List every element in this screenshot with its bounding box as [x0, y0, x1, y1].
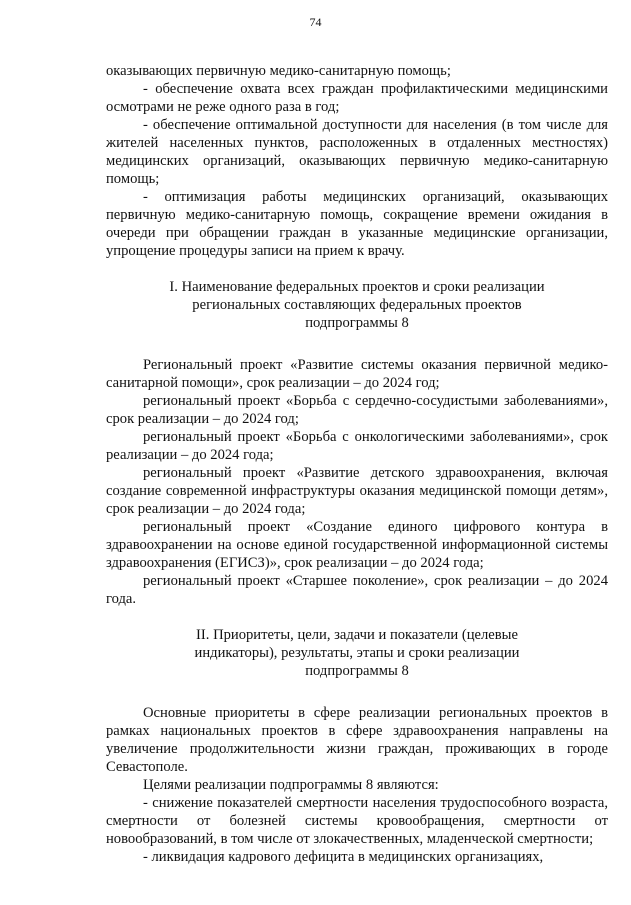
section-1-paragraph-5: региональный проект «Создание единого цифрового контура в здравоохранении на основе единой государственной информационной системы здравоохранения (ЕГИСЗ)», срок реализации – до 2024 года;: [106, 519, 608, 571]
section-2-paragraph-4: - ликвидация кадрового дефицита в медицинских организациях,: [143, 849, 544, 865]
section-2-paragraph-2: Целями реализации подпрограммы 8 являются:: [143, 777, 439, 793]
section-1-heading-line-3: подпрограммы 8: [305, 315, 409, 331]
page-number: 74: [309, 15, 322, 29]
intro-paragraph-4: - оптимизация работы медицинских организаций, оказывающих первичную медико-санитарную помощь, сокращение времени ожидания в очереди при обращении граждан в указанные медицинские организации, упрощение процедуры записи на прием к врачу.: [106, 189, 608, 259]
section-1-heading-line-2: региональных составляющих федеральных проектов: [192, 297, 522, 313]
section-1-heading-line-1: I. Наименование федеральных проектов и сроки реализации: [169, 279, 545, 295]
section-1-paragraph-1: Региональный проект «Развитие системы оказания первичной медико-санитарной помощи», срок реализации – до 2024 год;: [106, 357, 608, 391]
section-2-paragraph-3: - снижение показателей смертности населения трудоспособного возраста, смертности от болезней системы кровообращения, смертности от новообразований, в том числе от злокачественных, младенческой смертности;: [106, 795, 608, 847]
section-2-heading-line-1: II. Приоритеты, цели, задачи и показатели (целевые: [196, 627, 518, 643]
intro-paragraph-1: оказывающих первичную медико-санитарную помощь;: [106, 63, 451, 79]
section-2-heading: [106, 626, 608, 680]
section-1-paragraph-4: региональный проект «Развитие детского здравоохранения, включая создание современной инфраструктуры оказания медицинской помощи детям», срок реализации – до 2024 года;: [106, 465, 608, 517]
section-1-heading: [106, 278, 608, 332]
section-1-paragraph-2: региональный проект «Борьба с сердечно-сосудистыми заболеваниями», срок реализации – до 2024 год;: [106, 393, 608, 427]
document-body: [106, 62, 608, 866]
section-2-heading-line-3: подпрограммы 8: [305, 663, 409, 679]
section-2-paragraph-1: Основные приоритеты в сфере реализации региональных проектов в рамках национальных проектов в сфере здравоохранения направлены на увеличение продолжительности жизни граждан, проживающих в городе Севастополе.: [106, 705, 608, 775]
section-1-paragraph-6: региональный проект «Старшее поколение», срок реализации – до 2024 года.: [106, 573, 608, 607]
intro-paragraph-2: - обеспечение охвата всех граждан профилактическими медицинскими осмотрами не реже одного раза в год;: [106, 81, 608, 115]
intro-paragraph-3: - обеспечение оптимальной доступности для населения (в том числе для жителей населенных пунктов, расположенных в отдаленных местностях) медицинских организаций, оказывающих первичную медико-санитарную помощь;: [106, 117, 608, 187]
section-2-heading-line-2: индикаторы), результаты, этапы и сроки реализации: [194, 645, 520, 661]
section-1-paragraph-3: региональный проект «Борьба с онкологическими заболеваниями», срок реализации – до 2024 года;: [106, 429, 608, 463]
